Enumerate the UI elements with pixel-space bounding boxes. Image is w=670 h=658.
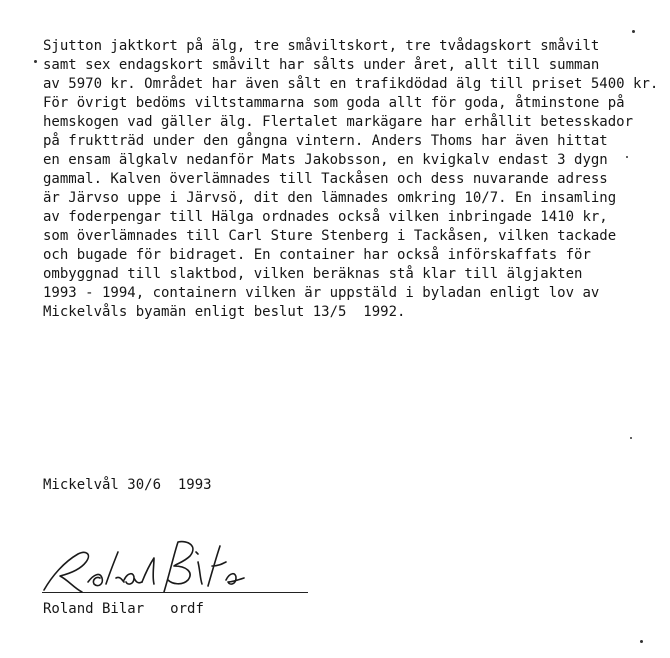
text-line: 1993 - 1994, containern vilken är uppstäld i byladan enligt lov av — [43, 285, 600, 301]
scan-speck — [632, 30, 635, 33]
text-line: gammal. Kalven överlämnades till Tackåsen och dess nuvarande adress — [43, 171, 608, 187]
text-line: samt sex endagskort småvilt har sålts under året, allt till summan — [43, 57, 600, 73]
text-line: och bugade för bidraget. En container har också införskaffats för — [43, 247, 591, 263]
scan-speck — [640, 640, 643, 643]
signer-name: Roland Bilar — [43, 601, 145, 617]
text-line: på fruktträd under den gångna vintern. Anders Thoms har även hittat — [43, 133, 608, 149]
text-line: hemskogen vad gäller älg. Flertalet markägare har erhållit betesskador — [43, 114, 634, 130]
text-line: Mickelvåls byamän enligt beslut 13/5 1992. — [43, 304, 406, 320]
body-text — [43, 37, 663, 322]
signature-line — [42, 592, 308, 593]
text-line: av 5970 kr. Området har även sålt en trafikdödad älg till priset 5400 kr. — [43, 76, 659, 92]
text-line: en ensam älgkalv nedanför Mats Jakobsson, en kvigkalv endast 3 dygn — [43, 152, 608, 168]
place-date: Mickelvål 30/6 1993 — [43, 477, 212, 493]
text-line: av foderpengar till Hälga ordnades också vilken inbringade 1410 kr, — [43, 209, 608, 225]
signer-block — [43, 601, 204, 617]
text-line: är Järvso uppe i Järvsö, dit den lämnades omkring 10/7. En insamling — [43, 190, 617, 206]
scan-speck — [34, 60, 37, 63]
text-line: som överlämnades till Carl Sture Stenberg i Tackåsen, vilken tackade — [43, 228, 617, 244]
scan-speck — [630, 437, 632, 439]
text-line: ombyggnad till slaktbod, vilken beräknas stå klar till älgjakten — [43, 266, 583, 282]
text-line: Sjutton jaktkort på älg, tre småviltskort, tre tvådagskort småvilt — [43, 38, 600, 54]
signer-role: ordf — [170, 601, 204, 617]
text-line: För övrigt bedöms viltstammarna som goda allt för goda, åtminstone på — [43, 95, 625, 111]
scan-speck — [626, 156, 628, 158]
